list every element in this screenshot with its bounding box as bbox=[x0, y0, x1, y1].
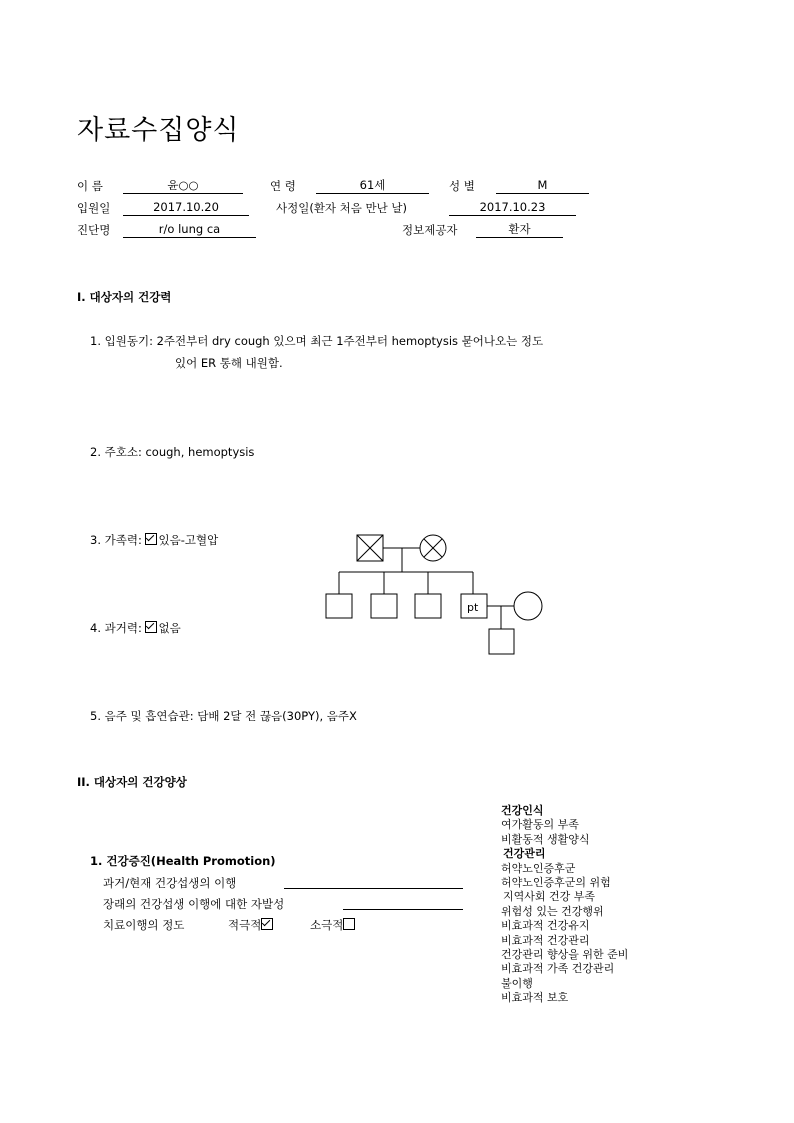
age-label: 연 령 bbox=[270, 179, 296, 193]
sibling1-symbol bbox=[326, 594, 352, 618]
active-option bbox=[228, 917, 274, 933]
admit-date-field[interactable]: 2017.10.20 bbox=[123, 200, 249, 216]
family-history-checkbox[interactable] bbox=[145, 533, 157, 545]
section2-heading: II. 대상자의 건강양상 bbox=[77, 775, 187, 789]
name-field[interactable]: 윤○○ bbox=[123, 178, 243, 194]
past-history bbox=[90, 620, 181, 636]
family-history-value: 있음-고혈압 bbox=[158, 533, 219, 547]
patient-label: pt bbox=[467, 601, 479, 614]
page-title: 자료수집양식 bbox=[77, 115, 240, 146]
past-present-regimen-field[interactable] bbox=[284, 873, 463, 889]
active-label: 적극적 bbox=[228, 918, 262, 932]
diagnosis-heading-health-awareness: 건강인식 bbox=[501, 804, 544, 817]
past-history-checkbox[interactable] bbox=[145, 621, 157, 633]
passive-checkbox[interactable] bbox=[343, 918, 355, 930]
diagnosis-field[interactable]: r/o lung ca bbox=[123, 222, 256, 238]
list-item: 허약노인증후군의 위험 bbox=[501, 875, 611, 889]
future-regimen-field[interactable] bbox=[343, 894, 463, 910]
list-item: 비효과적 건강관리 bbox=[501, 933, 590, 947]
passive-label: 소극적 bbox=[310, 918, 344, 932]
future-regimen-label: 장래의 건강섭생 이행에 대한 자발성 bbox=[103, 897, 285, 911]
child-symbol bbox=[489, 629, 514, 654]
diagnosis-heading-health-management: 건강관리 bbox=[503, 847, 546, 861]
list-item: 여가활동의 부족 bbox=[501, 818, 579, 832]
sex-field[interactable]: M bbox=[496, 178, 589, 194]
section1-heading: I. 대상자의 건강력 bbox=[77, 290, 172, 304]
spouse-symbol bbox=[514, 592, 542, 620]
sibling3-symbol bbox=[415, 594, 441, 618]
sibling2-symbol bbox=[371, 594, 397, 618]
nursing-diagnosis-list bbox=[501, 804, 628, 1005]
family-history bbox=[90, 532, 218, 548]
past-history-label: 4. 과거력: bbox=[90, 621, 146, 635]
exam-date-field[interactable]: 2017.10.23 bbox=[449, 200, 576, 216]
admit-date-label: 입원일 bbox=[77, 201, 111, 215]
informant-field[interactable]: 환자 bbox=[476, 222, 563, 238]
exam-date-label: 사정일(환자 처음 만난 날) bbox=[276, 201, 408, 215]
family-history-label: 3. 가족력: bbox=[90, 533, 146, 547]
list-item: 불이행 bbox=[501, 976, 533, 990]
list-item: 비효과적 건강유지 bbox=[501, 919, 590, 933]
drinking-smoking-history: 5. 음주 및 흡연습관: 담배 2달 전 끊음(30PY), 음주X bbox=[90, 709, 357, 723]
past-history-value: 없음 bbox=[158, 621, 181, 635]
informant-label: 정보제공자 bbox=[402, 223, 458, 237]
active-checkbox[interactable] bbox=[261, 918, 273, 930]
name-label: 이 름 bbox=[77, 179, 103, 193]
diagnosis-label: 진단명 bbox=[77, 223, 111, 237]
list-item: 비활동적 생활양식 bbox=[501, 832, 590, 846]
chief-complaint: 2. 주호소: cough, hemoptysis bbox=[90, 445, 255, 459]
health-promotion-heading: 1. 건강증진(Health Promotion) bbox=[90, 854, 276, 868]
genogram bbox=[320, 530, 550, 660]
past-present-regimen-label: 과거/현재 건강섭생의 이행 bbox=[103, 876, 237, 890]
list-item: 허약노인증후군 bbox=[501, 861, 576, 875]
sex-label: 성 별 bbox=[449, 179, 475, 193]
list-item: 건강관리 향상을 위한 준비 bbox=[501, 947, 629, 961]
treatment-compliance-label: 치료이행의 정도 bbox=[103, 918, 185, 932]
passive-option bbox=[310, 917, 356, 933]
list-item: 위험성 있는 건강행위 bbox=[501, 904, 604, 918]
list-item: 비효과적 보호 bbox=[501, 991, 569, 1005]
admission-reason-line1: 1. 입원동기: 2주전부터 dry cough 있으며 최근 1주전부터 hemoptysis 묻어나오는 정도 bbox=[90, 334, 544, 348]
list-item: 비효과적 가족 건강관리 bbox=[501, 962, 615, 976]
list-item: 지역사회 건강 부족 bbox=[503, 890, 596, 904]
age-field[interactable]: 61세 bbox=[316, 178, 429, 194]
admission-reason-line2: 있어 ER 통해 내원함. bbox=[175, 356, 283, 370]
